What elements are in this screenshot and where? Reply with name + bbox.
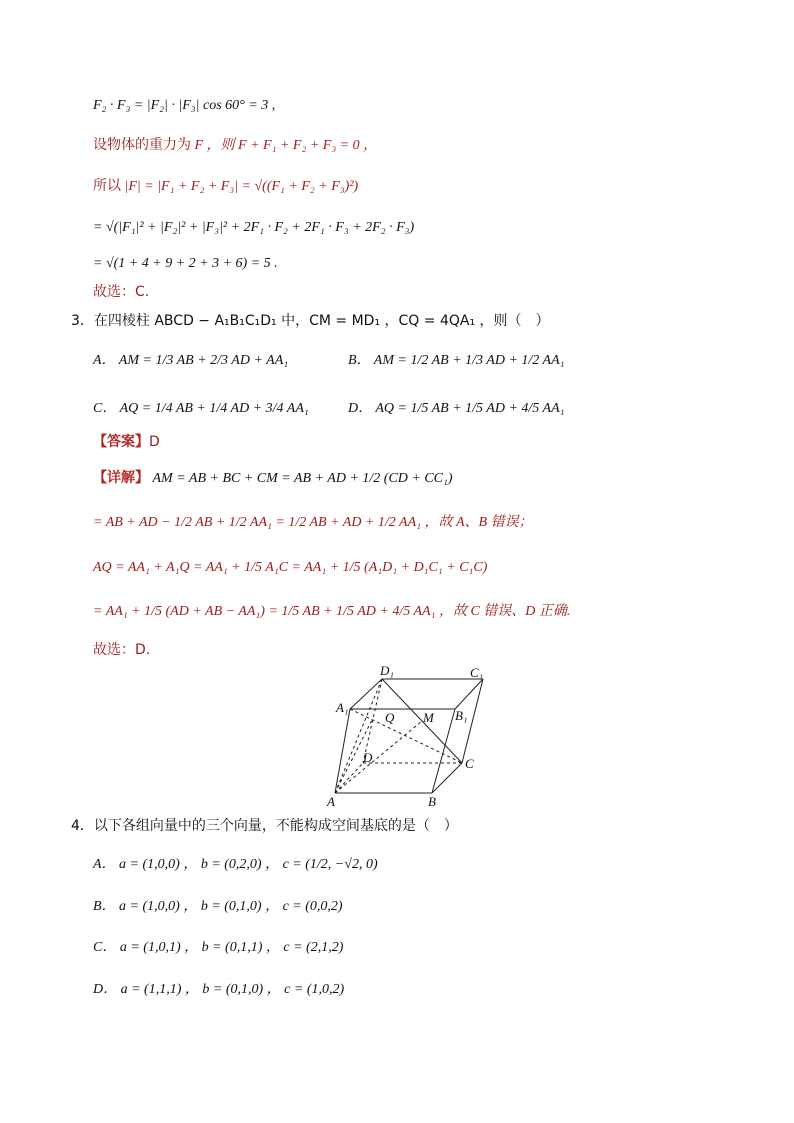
q3-detail-4 — [93, 602, 570, 622]
label-c: C — [465, 756, 474, 771]
gravity-line-text: 设物体的重力为 — [93, 137, 191, 153]
q3-answer-tag: 【答案】 — [93, 434, 149, 450]
q3-option-d-text: D． AQ = 1/5 AB + 1/5 AD + 4/5 AA₁ — [348, 401, 565, 416]
q3-option-c[interactable] — [93, 397, 309, 417]
q3-stem-text: 3．在四棱柱 ABCD − A₁B₁C₁D₁ 中，CM = MD₁ ，CQ = 4QA₁ ，则（ ） — [71, 313, 550, 329]
q3-option-a[interactable] — [93, 349, 288, 369]
q3-detail-2-math: = AB + AD − 1/2 AB + 1/2 AA₁ = 1/2 AB + AD + 1/2 AA₁ ，故 A、B 错误； — [93, 515, 533, 530]
q3-stem — [71, 311, 550, 332]
label-m: M — [423, 710, 434, 725]
q4-option-a[interactable] — [93, 853, 378, 873]
label-q: Q — [385, 710, 395, 725]
q3-option-d[interactable] — [348, 397, 565, 417]
q4-stem-text: 4．以下各组向量中的三个向量，不能构成空间基底的是（ ） — [71, 818, 458, 834]
label-d: D — [363, 750, 373, 765]
q3-option-b[interactable] — [348, 349, 565, 369]
q3-detail-2 — [93, 513, 533, 533]
label-a: A — [327, 794, 335, 809]
q3-option-b-text: B． AM = 1/2 AB + 1/3 AD + 1/2 AA₁ — [348, 353, 565, 368]
q3-answer-value: D — [149, 434, 160, 450]
magnitude-line-math: |F| = |F₁ + F₂ + F₃| = √((F₁ + F₂ + F₃)²) — [124, 179, 359, 194]
result-line-math: = √(1 + 4 + 9 + 2 + 3 + 6) = 5 . — [93, 256, 278, 271]
q3-detail-tag: 【详解】 — [93, 470, 149, 486]
label-c1: C₁ — [470, 665, 484, 680]
q2-choice-text: 故选：C. — [93, 284, 150, 300]
q4-option-b[interactable] — [93, 895, 343, 915]
expansion-line-math: = √(|F₁|² + |F₂|² + |F₃|² + 2F₁ · F₂ + 2F₁ · F₃ + 2F₂ · F₃) — [93, 220, 415, 235]
q3-detail-4-math: = AA₁ + 1/5 (AD + AB − AA₁) = 1/5 AB + 1/5 AD + 4/5 AA₁ ，故 C 错误、D 正确. — [93, 604, 571, 619]
q4-option-c[interactable] — [93, 936, 343, 956]
eq-f2-dot-f3-text: F₂ · F₃ = |F₂| · |F₃| cos 60° = 3 , — [93, 98, 276, 113]
q3-detail-1 — [93, 468, 453, 489]
prism-figure — [325, 660, 525, 810]
q4-option-a-text: A． a = (1,0,0) ， b = (0,2,0) ， c = (1/2, −√2, 0) — [93, 857, 378, 872]
q3-option-a-text: A． AM = 1/3 AB + 2/3 AD + AA₁ — [93, 353, 289, 368]
q3-option-c-text: C． AQ = 1/4 AB + 1/4 AD + 3/4 AA₁ — [93, 401, 309, 416]
q3-detail-1-math: AM = AB + BC + CM = AB + AD + 1/2 (CD + CC₁) — [152, 471, 453, 486]
label-a1: A₁ — [336, 700, 349, 715]
gravity-line-math: F ，则 F + F₁ + F₂ + F₃ = 0 ， — [194, 138, 378, 153]
label-b1: B₁ — [455, 708, 468, 723]
label-d1: D₁ — [380, 663, 394, 678]
q3-detail-3 — [93, 558, 487, 578]
q3-answer — [93, 432, 160, 453]
q4-option-d[interactable] — [93, 978, 344, 998]
q4-option-d-text: D． a = (1,1,1) ， b = (0,1,0) ， c = (1,0,2) — [93, 982, 345, 997]
q2-choice — [93, 282, 149, 302]
gravity-line — [93, 135, 377, 156]
label-b: B — [428, 794, 436, 809]
magnitude-line — [93, 176, 358, 197]
expansion-line — [93, 218, 414, 238]
magnitude-line-text: 所以 — [93, 178, 121, 194]
result-line — [93, 254, 278, 274]
q4-option-b-text: B． a = (1,0,0) ， b = (0,1,0) ， c = (0,0,2) — [93, 899, 343, 914]
q4-option-c-text: C． a = (1,0,1) ， b = (0,1,1) ， c = (2,1,2) — [93, 940, 344, 955]
q3-choice — [93, 640, 150, 660]
q3-choice-text: 故选：D. — [93, 642, 151, 658]
q4-stem — [71, 816, 458, 837]
q3-detail-3-math: AQ = AA₁ + A₁Q = AA₁ + 1/5 A₁C = AA₁ + 1/5 (A₁D₁ + D₁C₁ + C₁C) — [93, 560, 488, 575]
eq-f2-dot-f3 — [93, 96, 275, 116]
